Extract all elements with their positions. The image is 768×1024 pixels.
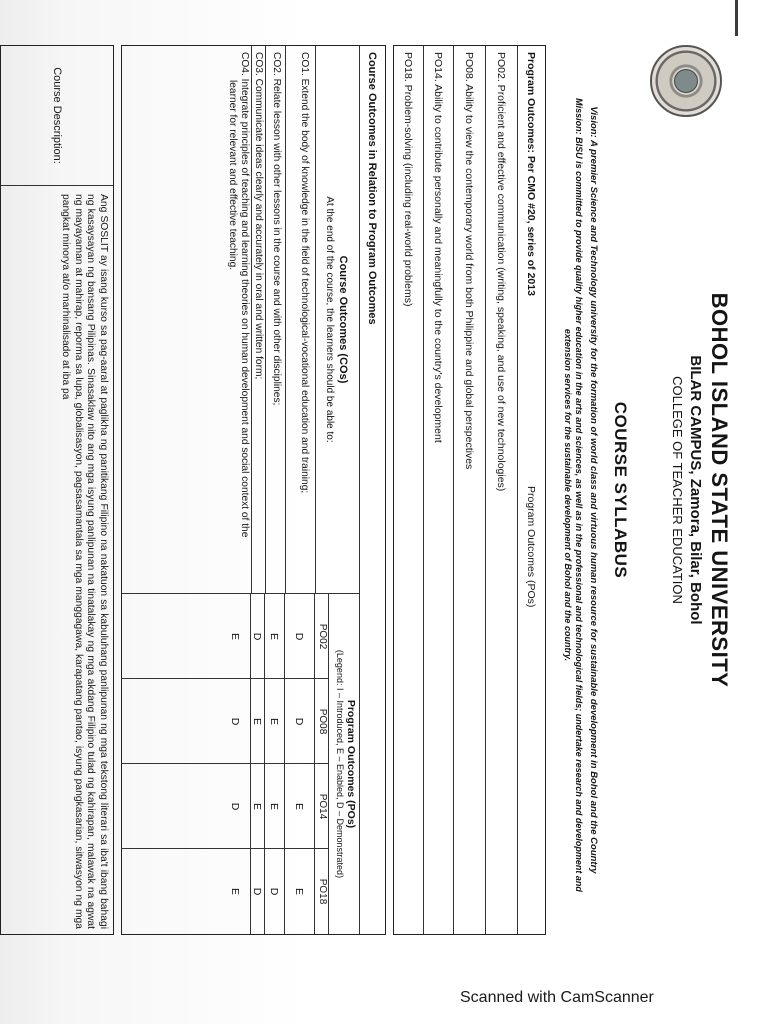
program-outcome-row <box>485 46 517 934</box>
mapping-cell: D <box>264 849 284 934</box>
mapping-cell: D <box>284 679 314 764</box>
mission-statement: Mission: BISU is committed to provide quality higher education in the arts and sciences, as well as in the professional and technological fields; undertake research and development and extension services for the sustainable development of Bohol and the country. <box>563 98 584 892</box>
course-outcome-text: Extend the body of knowledge in the field of technological-vocational education and training; <box>299 78 310 494</box>
mapping-cell: E <box>284 849 314 934</box>
college-name: COLLEGE OF TEACHER EDUCATION <box>670 376 685 604</box>
mapping-legend: (Legend: I – Introduced, E – Enabled, D – Demonstrated) <box>335 649 345 879</box>
campus-name: BILAR CAMPUS, Zamora, Bilar, Bohol <box>687 355 704 625</box>
course-outcome-row <box>265 46 285 593</box>
course-outcomes-subheader: At the end of the course, the learners should be able to: <box>324 196 335 443</box>
program-outcome-row <box>394 46 423 934</box>
course-outcomes-header-label: Course Outcomes (COs) <box>337 255 349 384</box>
mapping-cell: E <box>264 679 284 764</box>
camscanner-watermark: Scanned with CamScanner <box>460 989 654 1006</box>
mapping-column-po18 <box>121 849 328 934</box>
mapping-cell: E <box>250 679 264 764</box>
course-outcomes-list <box>122 46 359 594</box>
mapping-header-label: Program Outcomes (POs) <box>345 699 357 829</box>
course-description-text: Ang SOSLIT ay isang kurso sa pag-aaral at paglikha ng panitikang Filipino na nakatuon sa kabuluhang panlipunan ng mga tekstong literari sa iba't ibang bahagi ng kasaysayan ng bansang Pilipinas. Sinasaklaw nito ang mga isyung panlipunan na tinatalakay ng mga akdang Filipino tulad ng kahirapan, malawak na agwat ng mayayaman at mahirap, reporma sa lupa, globalisasyon, pagsasamantala sa mga manggagawa, karapatang pantao, isyung pangkasarian, sitwasyon ng mga pangkat minorya at/o marhinalisado at iba pa <box>60 194 109 929</box>
program-outcome-text: PO08. Ability to view the contemporary world from both Philippine and global perspectives <box>463 52 476 470</box>
course-outcome-text: Integrate principles of teaching and learning theories on human development and social context of the <box>239 78 250 538</box>
course-outcome-code: CO3. <box>253 52 264 76</box>
rotated-syllabus-page <box>0 45 740 935</box>
mapping-cell: D <box>229 802 241 811</box>
program-outcome-text: PO02. Proficient and effective communication (writing, speaking, and use of new technologies) <box>495 52 508 492</box>
program-outcome-text: PO18. Problem-solving (including real-world problems) <box>402 52 415 307</box>
course-outcome-row <box>221 46 251 593</box>
mapping-cell: E <box>264 594 284 679</box>
mapping-cell: E <box>229 887 241 895</box>
mapping-column-header: PO02 <box>314 594 328 679</box>
mapping-cell: D <box>250 594 264 679</box>
program-outcome-text: PO14. Ability to contribute personally and meaningfully to the country's development <box>432 52 445 443</box>
course-description-table <box>0 45 114 935</box>
course-outcome-text: Communicate ideas clearly and accurately in oral and written form; <box>253 78 264 380</box>
program-outcome-row <box>423 46 453 934</box>
course-outcome-code: CO2. <box>271 52 282 76</box>
course-outcome-row <box>285 46 315 593</box>
document-title: COURSE SYLLABUS <box>611 401 630 579</box>
mapping-cell: E <box>284 764 314 849</box>
mapping-cell: E <box>264 764 284 849</box>
program-outcomes-column-header: Program Outcomes (POs) <box>525 486 538 608</box>
course-outcome-row <box>251 46 265 593</box>
mapping-cell: D <box>250 849 264 934</box>
university-name: BOHOL ISLAND STATE UNIVERSITY <box>707 292 732 688</box>
mapping-column-header: PO08 <box>314 679 328 764</box>
mapping-header <box>329 594 359 934</box>
mapping-cell: D <box>284 594 314 679</box>
course-description-label: Course Description: <box>1 46 113 186</box>
program-outcome-row <box>453 46 485 934</box>
course-outcomes-table <box>121 45 386 935</box>
mapping-column-header: PO14 <box>314 764 328 849</box>
mapping-column-po02 <box>121 594 328 679</box>
mapping-cell: E <box>250 764 264 849</box>
mapping-cell: D <box>229 717 241 726</box>
mapping-column-po14 <box>121 764 328 849</box>
program-outcomes-mapping <box>122 594 359 934</box>
course-outcomes-header <box>315 46 359 593</box>
course-outcome-text: Relate lesson with other lessons in the course and with other disciplines; <box>271 78 282 406</box>
mapping-grid <box>121 594 329 934</box>
course-outcomes-title: Course Outcomes in Relation to Program Outcomes <box>359 46 385 934</box>
scan-edge-mark <box>735 0 738 36</box>
mapping-column-header: PO18 <box>314 849 328 934</box>
vision-statement: Vision: A premier Science and Technology university for the formation of world class and virtuous human resource for sustainable development in Bohol and the Country <box>588 106 599 874</box>
course-outcome-text-continued: learner for relevant and effective teaching. <box>227 80 238 271</box>
mapping-cell: E <box>229 632 241 640</box>
course-outcome-code: CO1. <box>299 52 310 76</box>
program-outcomes-header-row <box>517 46 545 934</box>
mapping-column-po08 <box>121 679 328 764</box>
program-outcomes-title: Program Outcomes: Per CMO #20, series of 2013 <box>525 52 538 296</box>
program-outcomes-table <box>393 45 546 935</box>
course-outcome-code: CO4. <box>239 52 250 76</box>
